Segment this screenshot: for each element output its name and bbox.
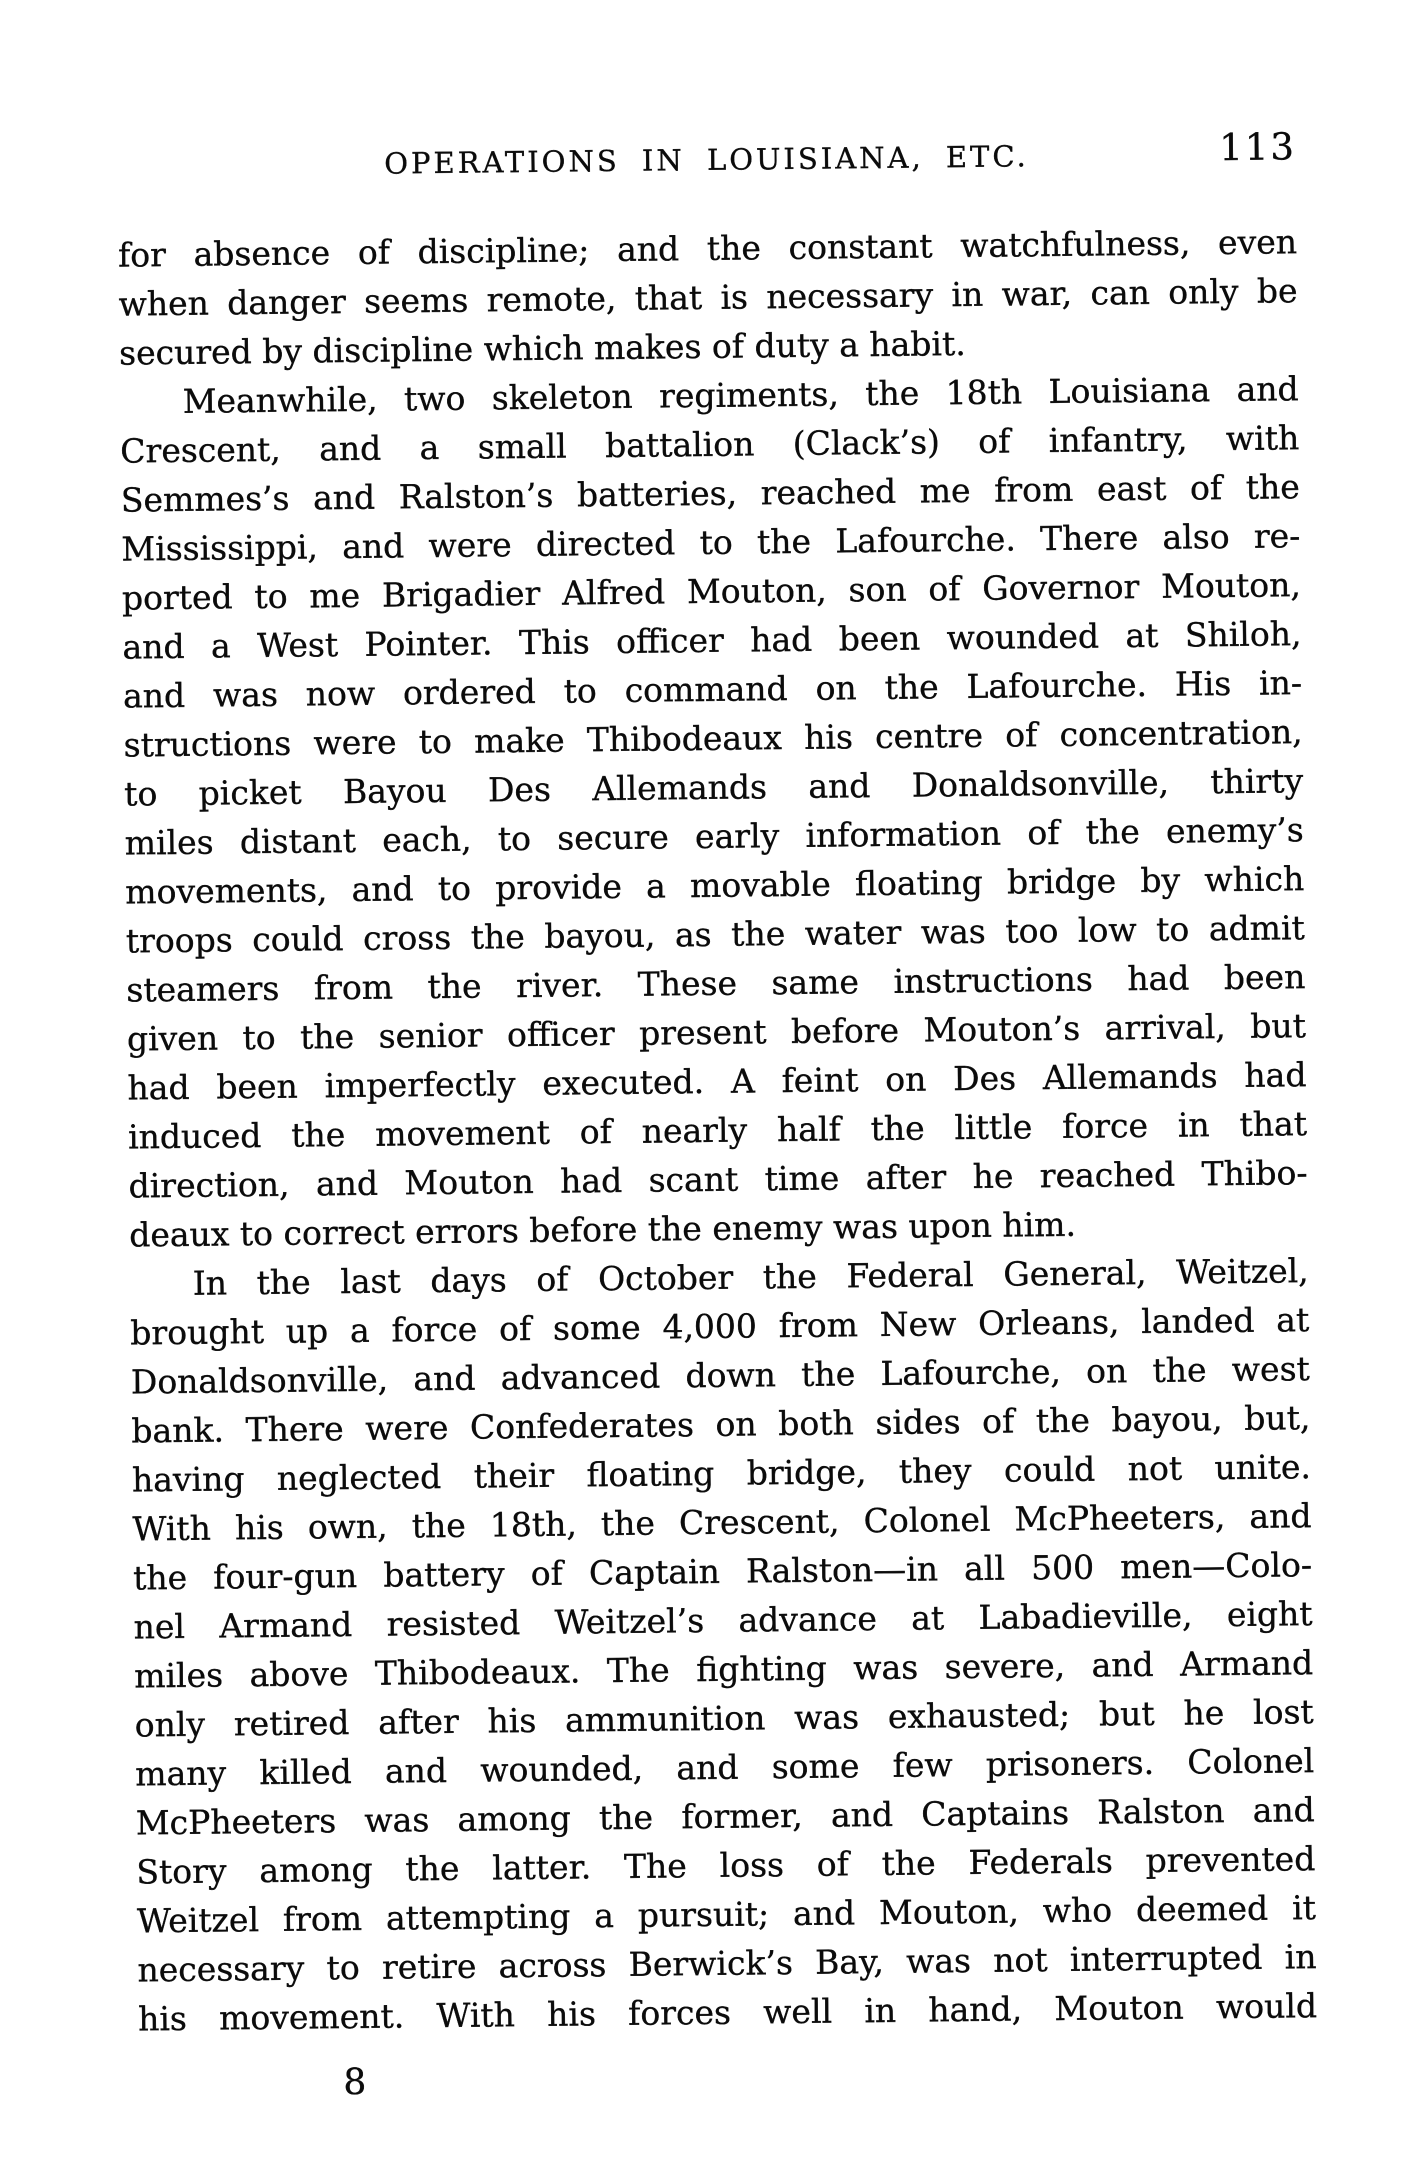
text-line: bank. There were Confederates on both sides of the bayou, but, — [131, 1398, 1311, 1451]
text-line: McPheeters was among the former, and Captains Ralston and — [135, 1790, 1316, 1843]
text-line: to picket Bayou Des Allemands and Donaldsonville, thirty — [123, 761, 1304, 814]
text-line: induced the movement of nearly half the little force in that — [127, 1104, 1308, 1157]
text-line: and a West Pointer. This officer had been wounded at Shiloh, — [122, 614, 1302, 667]
text-line: With his own, the 18th, the Crescent, Colonel McPheeters, and — [132, 1496, 1312, 1549]
text-line: movements, and to provide a movable floating bridge by which — [125, 859, 1305, 912]
signature-mark: 8 — [343, 2061, 367, 2104]
text-line: many killed and wounded, and some few prisoners. Colonel — [135, 1741, 1315, 1794]
text-line: necessary to retire across Berwick’s Bay, was not interrupted in — [137, 1937, 1317, 1990]
text-line: miles above Thibodeaux. The fighting was severe, and Armand — [133, 1643, 1314, 1696]
text-line: for absence of discipline; and the constant watchfulness, even — [117, 222, 1298, 275]
text-line: nel Armand resisted Weitzel’s advance at Labadieville, eight — [133, 1594, 1313, 1647]
text-line: the four-gun battery of Captain Ralston—in all 500 men—Colo- — [132, 1545, 1313, 1598]
text-line: direction, and Mouton had scant time after he reached Thibo- — [128, 1153, 1308, 1206]
text-line: Crescent, and a small battalion (Clack’s) of infantry, with — [120, 418, 1300, 471]
text-line: had been imperfectly executed. A feint on Des Allemands had — [127, 1055, 1307, 1108]
text-line: ported to me Brigadier Alfred Mouton, son of Governor Mouton, — [121, 565, 1302, 618]
text-line: troops could cross the bayou, as the water was too low to admit — [125, 908, 1305, 961]
text-line: In the last days of October the Federal General, Weitzel, — [192, 1251, 1309, 1303]
text-line: Weitzel from attempting a pursuit; and Mouton, who deemed it — [136, 1888, 1317, 1941]
text-line: having neglected their floating bridge, they could not unite. — [131, 1447, 1312, 1500]
page-number: 113 — [1219, 125, 1297, 170]
text-line: his movement. With his forces well in hand, Mouton would — [137, 1986, 1318, 2039]
text-line: Donaldsonville, and advanced down the Lafourche, on the west — [130, 1349, 1310, 1402]
text-line: steamers from the river. These same instructions had been — [126, 957, 1306, 1010]
text-line: secured by discipline which makes of duty a habit. — [118, 323, 966, 373]
text-line: Story among the latter. The loss of the Federals prevented — [136, 1839, 1316, 1892]
running-head-title: OPERATIONS IN LOUISIANA, ETC. — [384, 139, 1029, 181]
text-line: structions were to make Thibodeaux his centre of concentration, — [123, 712, 1303, 765]
text-line: only retired after his ammunition was exhausted; but he lost — [134, 1692, 1314, 1745]
running-head — [117, 125, 1297, 186]
text-line: Mississippi, and were directed to the Lafourche. There also re- — [121, 516, 1301, 569]
text-line: when danger seems remote, that is necessary in war, can only be — [118, 271, 1298, 324]
text-line: and was now ordered to command on the Lafourche. His in- — [122, 663, 1303, 716]
text-line: miles distant each, to secure early information of the enemy’s — [124, 810, 1304, 863]
body-text — [118, 217, 1317, 2043]
text-line: Meanwhile, two skeleton regiments, the 18th Louisiana and — [182, 369, 1299, 421]
text-line: given to the senior officer present before Mouton’s arrival, but — [126, 1006, 1307, 1059]
text-line: Semmes’s and Ralston’s batteries, reached me from east of the — [120, 467, 1300, 520]
text-line: brought up a force of some 4,000 from New Orleans, landed at — [130, 1300, 1310, 1353]
text-line: deaux to correct errors before the enemy was upon him. — [128, 1204, 1077, 1255]
